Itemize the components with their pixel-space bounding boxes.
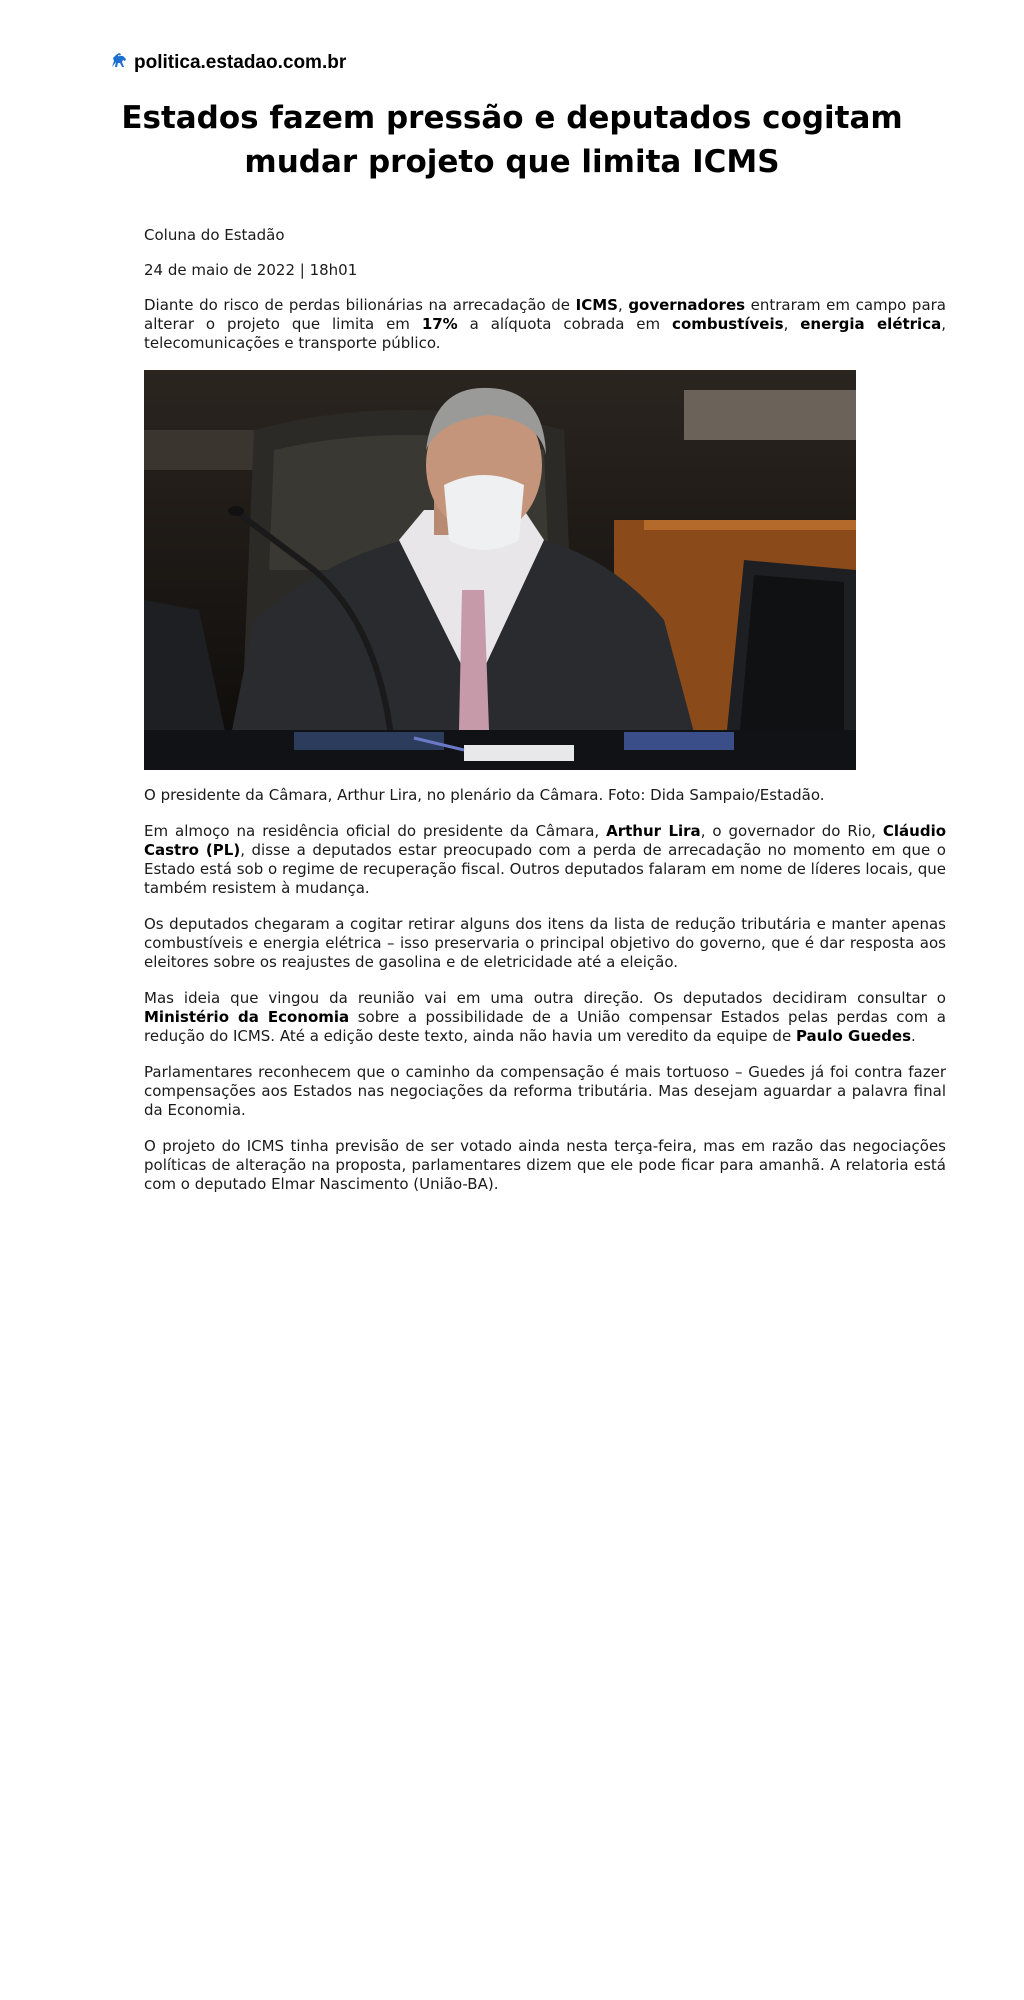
bold-run: combustíveis (672, 315, 784, 333)
bold-run: Arthur Lira (606, 822, 701, 840)
bold-run: energia elétrica (800, 315, 942, 333)
text-run: Em almoço na residência oficial do presidente da Câmara, (144, 822, 607, 840)
site-header[interactable] (110, 52, 346, 74)
text-run: Diante do risco de perdas bilionárias na arrecadação de (144, 296, 576, 314)
bold-run: ICMS (575, 296, 618, 314)
text-run: sobre a possibilidade de a União compensar Estados pelas perdas com a redução do ICMS. Até a edição deste texto, ainda não havia um veredito da equipe de (144, 1008, 946, 1045)
text-run: , disse a deputados estar preocupado com a perda de arrecadação no momento em que o Estado está sob o regime de recuperação fiscal. Outros deputados falaram em nome de líderes locais, que também resistem à mudança. (144, 841, 946, 897)
bold-run: Paulo Guedes (795, 1027, 912, 1045)
article-date: 24 de maio de 2022 | 18h01 (144, 261, 358, 279)
photo-caption: O presidente da Câmara, Arthur Lira, no plenário da Câmara. Foto: Dida Sampaio/Estadão. (144, 786, 825, 804)
text-run: a alíquota cobrada em (457, 315, 673, 333)
text-run: , (617, 296, 629, 314)
text-run: entraram em campo para alterar o projeto que limita em (144, 296, 946, 333)
text-run: , (783, 315, 801, 333)
paragraph-3: Os deputados chegaram a cogitar retirar alguns dos itens da lista de redução tributária e manter apenas combustíveis e energia elétrica – isso preservaria o principal objetivo do governo, que é dar resposta aos eleitores sobre os reajustes de gasolina e de eletricidade até a eleição. (144, 915, 946, 971)
text-run: . (911, 1027, 916, 1045)
paragraph-6: O projeto do ICMS tinha previsão de ser votado ainda nesta terça-feira, mas em razão das negociações políticas de alteração na proposta, parlamentares dizem que ele pode ficar para amanhã. A relatoria está com o deputado Elmar Nascimento (União-BA). (144, 1137, 946, 1193)
paragraph-2 (144, 822, 946, 898)
text-run: Mas ideia que vingou da reunião vai em uma outra direção. Os deputados decidiram consultar o (144, 989, 946, 1007)
article-body (144, 226, 946, 1211)
paragraph-4 (144, 989, 946, 1046)
paragraph-5: Parlamentares reconhecem que o caminho da compensação é mais tortuoso – Guedes já foi contra fazer compensações aos Estados nas negociações da reforma tributária. Mas desejam aguardar a palavra final da Economia. (144, 1063, 946, 1119)
text-run: , telecomunicações e transporte público. (144, 315, 946, 352)
bold-run: governadores (628, 296, 746, 314)
bold-run: Ministério da Economia (144, 1008, 350, 1026)
article-title: Estados fazem pressão e deputados cogitam mudar projeto que limita ICMS (121, 100, 903, 180)
paragraph-1 (144, 296, 946, 353)
bold-run: 17% (421, 315, 458, 333)
bold-run: Cláudio Castro (PL) (144, 822, 947, 859)
text-run: , o governador do Rio, (700, 822, 883, 840)
site-domain-link[interactable]: politica.estadao.com.br (134, 52, 347, 73)
estadao-horse-logo-icon (110, 52, 128, 74)
article-column: Coluna do Estadão (144, 226, 285, 244)
article-photo (144, 370, 856, 770)
